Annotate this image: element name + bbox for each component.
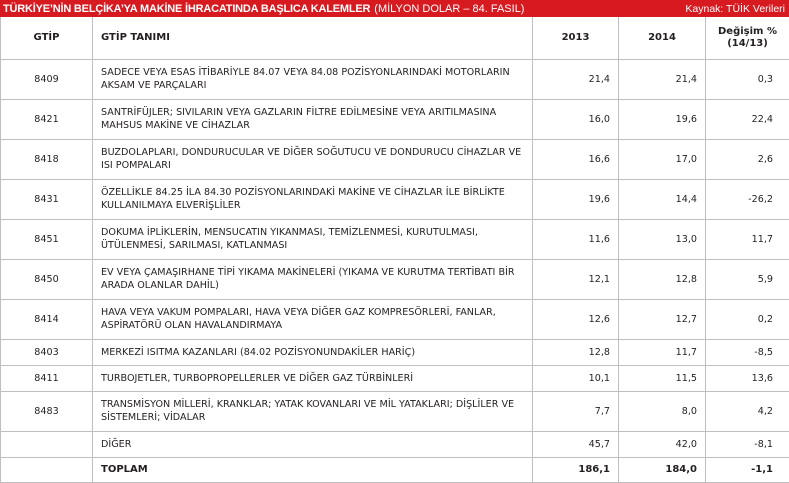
table-title-bar bbox=[0, 0, 789, 17]
cell-2014: 13,0 bbox=[619, 219, 706, 259]
cell-2013: 12,1 bbox=[533, 259, 619, 299]
cell-2013: 7,7 bbox=[533, 391, 619, 431]
cell-2013: 21,4 bbox=[533, 59, 619, 99]
col-header-change: Değişim % (14/13) bbox=[706, 17, 789, 59]
cell-code: 8421 bbox=[1, 99, 93, 139]
cell-change: 2,6 bbox=[706, 139, 789, 179]
cell-code: 8450 bbox=[1, 259, 93, 299]
cell-2013: 12,8 bbox=[533, 339, 619, 365]
table-row bbox=[1, 179, 789, 219]
cell-code bbox=[1, 431, 93, 457]
cell-2014: 19,6 bbox=[619, 99, 706, 139]
cell-code: 8411 bbox=[1, 365, 93, 391]
table-row bbox=[1, 59, 789, 99]
table-row bbox=[1, 139, 789, 179]
col-header-2013: 2013 bbox=[533, 17, 619, 59]
cell-2013: 16,0 bbox=[533, 99, 619, 139]
col-header-code: GTİP bbox=[1, 17, 93, 59]
cell-2014: 21,4 bbox=[619, 59, 706, 99]
cell-change: -8,5 bbox=[706, 339, 789, 365]
cell-2013: 16,6 bbox=[533, 139, 619, 179]
cell-2014: 11,7 bbox=[619, 339, 706, 365]
total-change: -1,1 bbox=[706, 457, 789, 482]
cell-2014: 11,5 bbox=[619, 365, 706, 391]
table-row-other bbox=[1, 431, 789, 457]
export-table bbox=[0, 17, 789, 483]
cell-description: MERKEZİ ISITMA KAZANLARI (84.02 POZİSYONUNDAKİLER HARİÇ) bbox=[93, 339, 533, 365]
table-row bbox=[1, 99, 789, 139]
header-row bbox=[1, 17, 789, 59]
cell-code: 8409 bbox=[1, 59, 93, 99]
table-title bbox=[3, 3, 524, 15]
cell-change: 0,2 bbox=[706, 299, 789, 339]
cell-2014: 12,8 bbox=[619, 259, 706, 299]
cell-2013: 11,6 bbox=[533, 219, 619, 259]
cell-description: TURBOJETLER, TURBOPROPELLERLER VE DİĞER GAZ TÜRBİNLERİ bbox=[93, 365, 533, 391]
cell-change: 13,6 bbox=[706, 365, 789, 391]
cell-2013: 10,1 bbox=[533, 365, 619, 391]
cell-description: SANTRİFÜJLER; SIVILARIN VEYA GAZLARIN FİLTRE EDİLMESİNE VEYA ARITILMASINA MAHSUS MAKİNE VE CİHAZLAR bbox=[93, 99, 533, 139]
total-code bbox=[1, 457, 93, 482]
cell-code: 8431 bbox=[1, 179, 93, 219]
cell-code: 8403 bbox=[1, 339, 93, 365]
cell-2014: 42,0 bbox=[619, 431, 706, 457]
cell-code: 8483 bbox=[1, 391, 93, 431]
total-2014: 184,0 bbox=[619, 457, 706, 482]
cell-2013: 45,7 bbox=[533, 431, 619, 457]
cell-change: 11,7 bbox=[706, 219, 789, 259]
cell-code: 8451 bbox=[1, 219, 93, 259]
total-2013: 186,1 bbox=[533, 457, 619, 482]
cell-description: ÖZELLİKLE 84.25 İLA 84.30 POZİSYONLARINDAKİ MAKİNE VE CİHAZLAR İLE BİRLİKTE KULLANILMAYA ELVERİŞLİLER bbox=[93, 179, 533, 219]
cell-description: SADECE VEYA ESAS İTİBARİYLE 84.07 VEYA 84.08 POZİSYONLARINDAKİ MOTORLARIN AKSAM VE PARÇALARI bbox=[93, 59, 533, 99]
cell-change: 5,9 bbox=[706, 259, 789, 299]
table-row bbox=[1, 339, 789, 365]
cell-code: 8414 bbox=[1, 299, 93, 339]
table-row bbox=[1, 259, 789, 299]
cell-2013: 12,6 bbox=[533, 299, 619, 339]
cell-change: -8,1 bbox=[706, 431, 789, 457]
cell-2013: 19,6 bbox=[533, 179, 619, 219]
cell-2014: 14,4 bbox=[619, 179, 706, 219]
table-row bbox=[1, 219, 789, 259]
source-note: Kaynak: TÜİK Verileri bbox=[685, 3, 785, 15]
cell-description: EV VEYA ÇAMAŞIRHANE TİPİ YIKAMA MAKİNELERİ (YIKAMA VE KURUTMA TERTİBATI BİR ARADA OLANLAR DAHİL) bbox=[93, 259, 533, 299]
cell-2014: 8,0 bbox=[619, 391, 706, 431]
cell-description: BUZDOLAPLARI, DONDURUCULAR VE DİĞER SOĞUTUCU VE DONDURUCU CİHAZLAR VE ISI POMPALARI bbox=[93, 139, 533, 179]
cell-change: 4,2 bbox=[706, 391, 789, 431]
table-row bbox=[1, 299, 789, 339]
table-title-unit: (MİLYON DOLAR – 84. FASIL) bbox=[374, 3, 524, 15]
col-header-description: GTİP TANIMI bbox=[93, 17, 533, 59]
table-row-total bbox=[1, 457, 789, 482]
table-row bbox=[1, 365, 789, 391]
table-row bbox=[1, 391, 789, 431]
cell-code: 8418 bbox=[1, 139, 93, 179]
table-title-main: TÜRKİYE’NİN BELÇİKA’YA MAKİNE İHRACATINDA BAŞLICA KALEMLER bbox=[3, 3, 370, 15]
cell-description: DOKUMA İPLİKLERİN, MENSUCATIN YIKANMASI, TEMİZLENMESİ, KURUTULMASI, ÜTÜLENMESİ, SARILMASI, KATLANMASI bbox=[93, 219, 533, 259]
cell-change: -26,2 bbox=[706, 179, 789, 219]
cell-2014: 12,7 bbox=[619, 299, 706, 339]
cell-change: 22,4 bbox=[706, 99, 789, 139]
cell-description: DİĞER bbox=[93, 431, 533, 457]
cell-change: 0,3 bbox=[706, 59, 789, 99]
cell-description: TRANSMİSYON MİLLERİ, KRANKLAR; YATAK KOVANLARI VE MİL YATAKLARI; DİŞLİLER VE SİSTEMLERİ; VİDALAR bbox=[93, 391, 533, 431]
cell-description: HAVA VEYA VAKUM POMPALARI, HAVA VEYA DİĞER GAZ KOMPRESÖRLERİ, FANLAR, ASPİRATÖRÜ OLAN HAVALANDIRMAYA bbox=[93, 299, 533, 339]
cell-2014: 17,0 bbox=[619, 139, 706, 179]
total-label: TOPLAM bbox=[93, 457, 533, 482]
col-header-2014: 2014 bbox=[619, 17, 706, 59]
